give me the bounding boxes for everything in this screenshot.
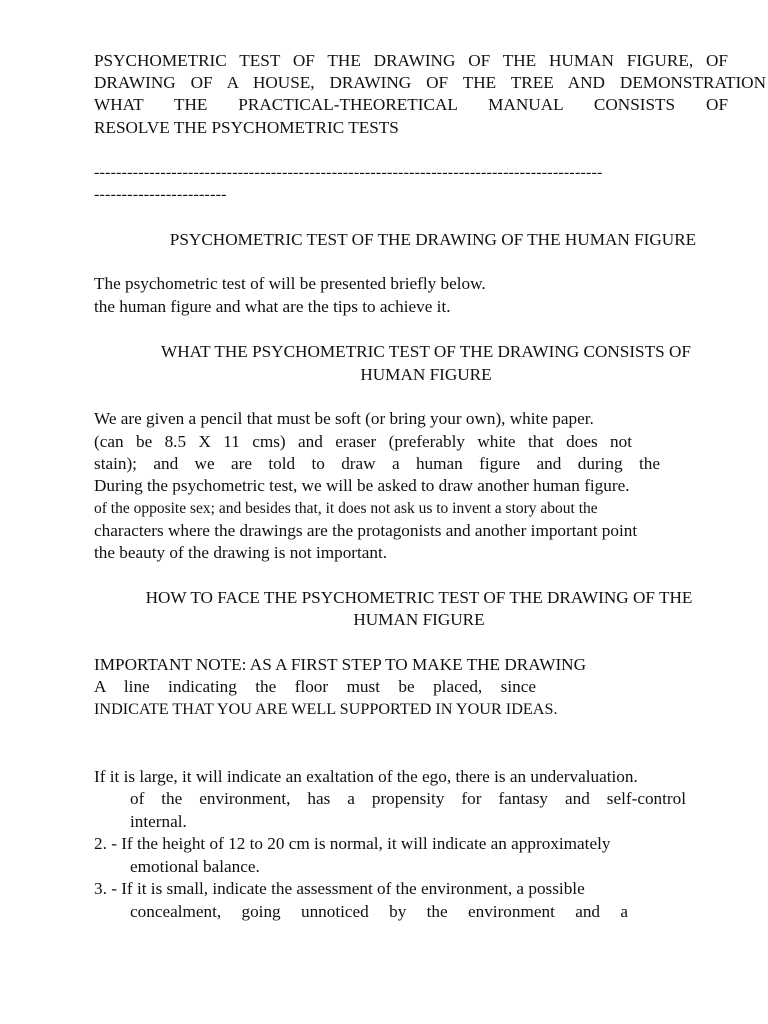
document-title-line-4: RESOLVE THE PSYCHOMETRIC TESTS — [94, 118, 399, 137]
important-note-line-3: INDICATE THAT YOU ARE WELL SUPPORTED IN YOUR IDEAS. — [94, 700, 558, 718]
important-note-line-2: A line indicating the floor must be placed, since — [94, 677, 536, 696]
paragraph-line-3: stain); and we are told to draw a human figure and during the — [94, 454, 660, 473]
section-heading-what-consists-line-1: WHAT THE PSYCHOMETRIC TEST OF THE DRAWING CONSISTS OF — [161, 342, 691, 361]
intro-line-2: the human figure and what are the tips to achieve it. — [94, 297, 451, 316]
list-item-1-line-3: internal. — [130, 812, 187, 831]
section-heading-what-consists-line-2: HUMAN FIGURE — [360, 365, 492, 384]
document-title-line-2: DRAWING OF A HOUSE, DRAWING OF THE TREE AND DEMONSTRATION — [94, 73, 766, 92]
paragraph-line-6: characters where the drawings are the protagonists and another important point — [94, 521, 638, 540]
separator-line-1: -------------------------------------------------------------------------------------------- — [94, 164, 603, 181]
list-item-3-line-2: concealment, going unnoticed by the environment and a — [130, 902, 628, 921]
separator-line-2: ------------------------ — [94, 186, 227, 203]
important-note-line-1: IMPORTANT NOTE: AS A FIRST STEP TO MAKE THE DRAWING — [94, 655, 586, 674]
paragraph-line-1: We are given a pencil that must be soft (or bring your own), white paper. — [94, 409, 594, 428]
intro-line-1: The psychometric test of will be presented briefly below. — [94, 274, 486, 293]
document-title-line-3: WHAT THE PRACTICAL-THEORETICAL MANUAL CONSISTS OF — [94, 95, 728, 114]
paragraph-line-5: of the opposite sex; and besides that, it does not ask us to invent a story about the — [94, 500, 598, 517]
list-item-2-line-2: emotional balance. — [130, 857, 260, 876]
section-heading-human-figure: PSYCHOMETRIC TEST OF THE DRAWING OF THE HUMAN FIGURE — [169, 230, 697, 249]
list-item-1-line-2: of the environment, has a propensity for fantasy and self-control — [130, 789, 686, 808]
document-title-line-1: PSYCHOMETRIC TEST OF THE DRAWING OF THE HUMAN FIGURE, OF — [94, 51, 728, 70]
paragraph-line-2: (can be 8.5 X 11 cms) and eraser (preferably white that does not — [94, 432, 632, 451]
list-item-3-line-1: 3. - If it is small, indicate the assessment of the environment, a possible — [94, 879, 585, 898]
section-heading-how-to-face-line-1: HOW TO FACE THE PSYCHOMETRIC TEST OF THE DRAWING OF THE — [145, 588, 693, 607]
list-item-2-line-1: 2. - If the height of 12 to 20 cm is normal, it will indicate an approximately — [94, 834, 611, 853]
paragraph-line-4: During the psychometric test, we will be asked to draw another human figure. — [94, 476, 630, 495]
paragraph-line-7: the beauty of the drawing is not important. — [94, 543, 388, 562]
list-item-1-line-1: If it is large, it will indicate an exaltation of the ego, there is an undervaluation. — [94, 767, 638, 786]
section-heading-how-to-face-line-2: HUMAN FIGURE — [353, 610, 485, 629]
